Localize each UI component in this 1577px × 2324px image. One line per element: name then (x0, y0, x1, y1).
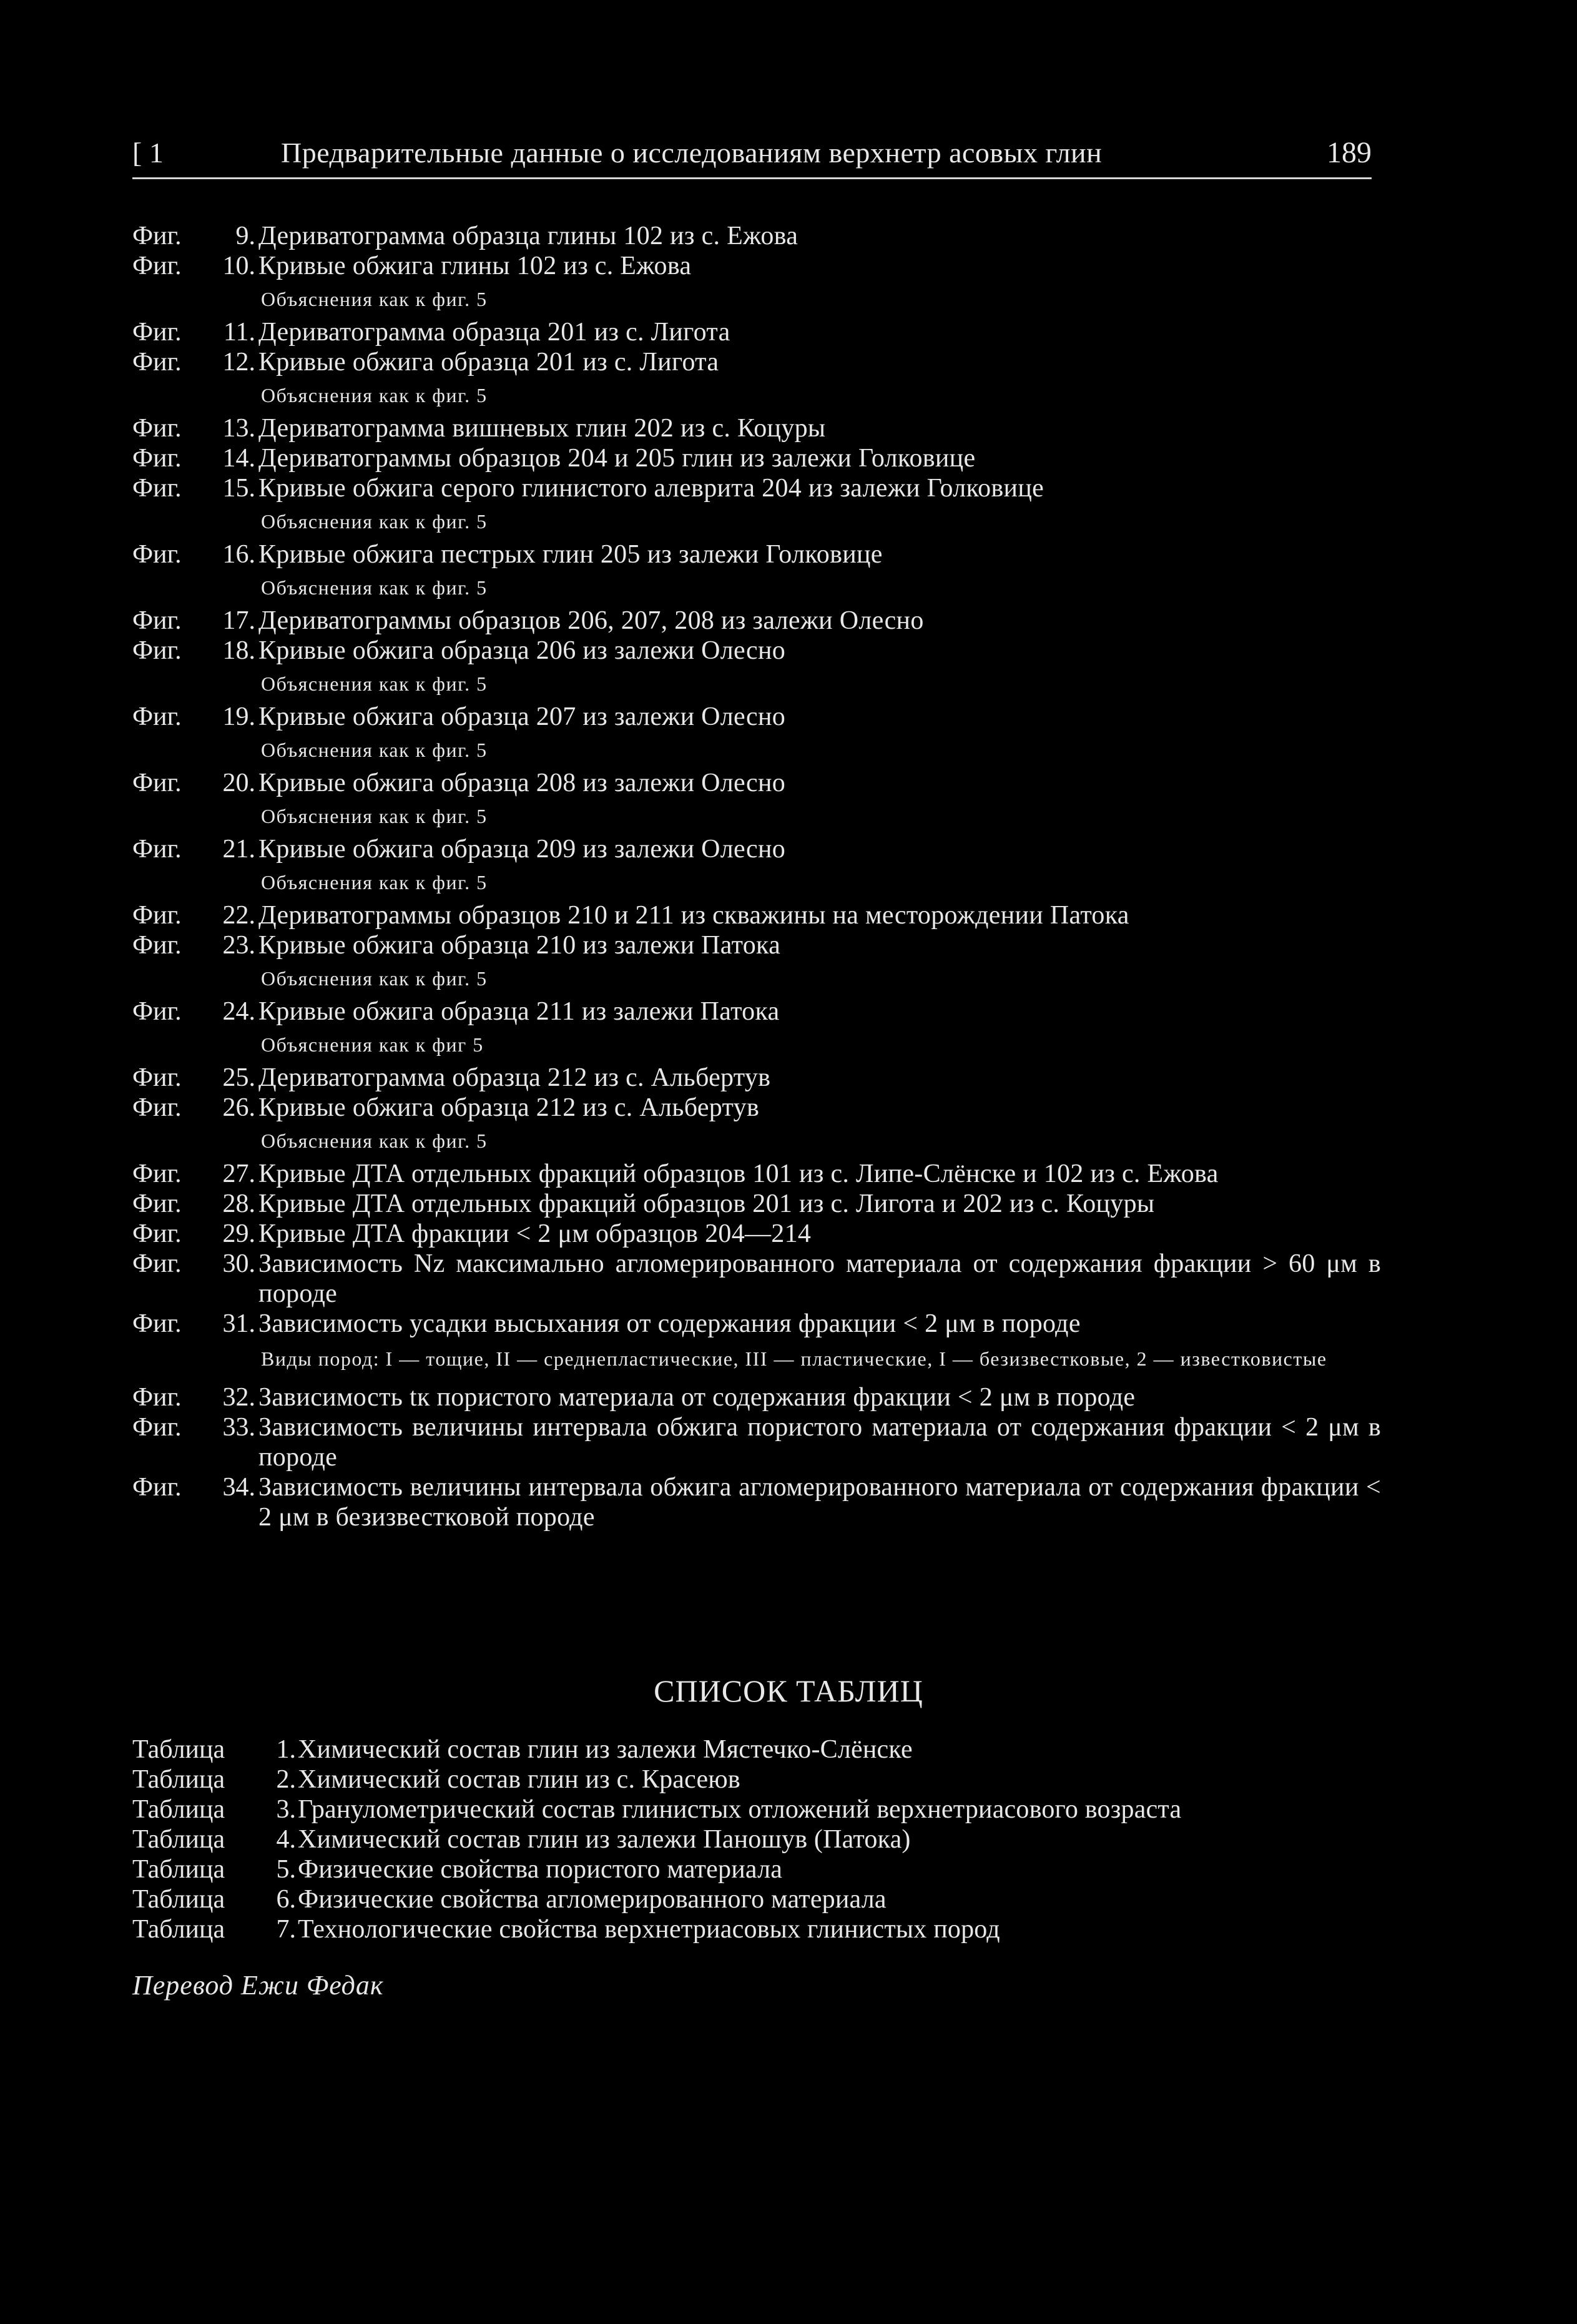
figure-number: 18. (222, 636, 255, 665)
table-title: Гранулометрический состав глинистых отложений верхнетриасового возраста (298, 1795, 1182, 1824)
figure-caption-line (132, 1249, 1381, 1309)
figure-caption-text: Кривые обжига образца 206 из залежи Олесно (258, 636, 786, 665)
figure-number: 25. (222, 1063, 255, 1092)
figure-number: 27. (222, 1160, 255, 1188)
table-list-item (132, 1735, 1381, 1765)
figure-caption (132, 1093, 1381, 1159)
figure-caption (132, 317, 1381, 347)
figure-caption (132, 606, 1381, 636)
figure-caption (132, 702, 1381, 768)
figure-caption-text: Кривые обжига образца 208 из залежи Олесно (258, 769, 786, 797)
figure-number: 14. (222, 444, 255, 473)
table-title: Физические свойства пористого материала (298, 1855, 783, 1884)
figure-number: 19. (222, 702, 255, 731)
figure-caption-text: Кривые ДТА отдельных фракций образцов 201 из с. Лигота и 202 из с. Коцуры (258, 1189, 1155, 1218)
figure-number: 11. (224, 318, 255, 347)
figure-label: Фиг. (132, 1413, 182, 1442)
figure-label: Фиг. (132, 1309, 182, 1338)
figure-caption (132, 1159, 1381, 1189)
figure-caption (132, 636, 1381, 702)
figure-explanation-note: Объяснения как к фиг. 5 (261, 739, 488, 761)
figure-label: Фиг. (132, 702, 182, 731)
figure-explanation-note: Объяснения как к фиг. 5 (261, 288, 488, 310)
figure-explanation-note: Объяснения как к фиг. 5 (261, 871, 488, 894)
figure-number: 10. (222, 252, 255, 280)
figure-label: Фиг. (132, 252, 182, 280)
table-label: Таблица (132, 1735, 225, 1764)
figure-explanation-note: Объяснения как к фиг. 5 (261, 510, 488, 533)
figure-caption-text: Дериватограмма вишневых глин 202 из с. Коцуры (258, 414, 826, 443)
figure-caption-text: Кривые обжига пестрых глин 205 из залежи Голковице (258, 540, 883, 569)
figure-label: Фиг. (132, 997, 182, 1026)
figure-caption-text: Дериватограмма образца глины 102 из с. Ежова (258, 222, 798, 250)
figure-number: 33. (222, 1413, 255, 1442)
figure-number: 31. (222, 1309, 255, 1338)
figure-caption-text: Кривые обжига образца 211 из залежи Патока (258, 997, 780, 1026)
figure-label: Фиг. (132, 1160, 182, 1188)
figure-label: Фиг. (132, 414, 182, 443)
figure-caption-line (132, 1219, 1381, 1249)
figure-explanation-note: Объяснения как к фиг. 5 (261, 672, 488, 695)
figure-caption-text: Кривые обжига глины 102 из с. Ежова (258, 252, 692, 280)
table-label: Таблица (132, 1825, 225, 1854)
figure-explanation-note: Объяснения как к фиг. 5 (261, 1130, 488, 1152)
figure-caption (132, 1309, 1381, 1382)
figure-label: Фиг. (132, 474, 182, 503)
figure-caption-text: Зависимость усадки высыхания от содержания фракции < 2 μм в породе (258, 1309, 1081, 1338)
figure-explanation-note: Объяснения как к фиг. 5 (261, 967, 488, 990)
figure-caption-line (132, 413, 1381, 443)
figure-caption-line (132, 636, 1381, 666)
figure-label: Фиг. (132, 1219, 182, 1248)
figure-number: 23. (222, 931, 255, 960)
figure-caption (132, 768, 1381, 834)
figure-number: 21. (222, 835, 255, 864)
figure-caption (132, 413, 1381, 443)
figure-label: Фиг. (132, 1473, 182, 1502)
figure-caption (132, 251, 1381, 317)
figure-caption (132, 221, 1381, 251)
figure-label: Фиг. (132, 222, 182, 250)
figure-number: 17. (222, 606, 255, 635)
figure-caption-text: Кривые ДТА отдельных фракций образцов 101 из с. Липе-Слёнске и 102 из с. Ежова (258, 1160, 1219, 1188)
figure-caption-text: Дериватограммы образцов 204 и 205 глин из залежи Голковице (258, 444, 976, 473)
figure-label: Фиг. (132, 901, 182, 930)
table-number: 7. (276, 1915, 296, 1944)
figure-caption-line (132, 473, 1381, 503)
table-title: Физические свойства агломерированного материала (298, 1885, 887, 1914)
translator-credit: Перевод Ежи Федак (132, 1970, 384, 2001)
figure-number: 26. (222, 1093, 255, 1122)
figure-caption (132, 1412, 1381, 1472)
figure-label: Фиг. (132, 1093, 182, 1122)
figure-number: 30. (222, 1249, 255, 1278)
figure-number: 29. (222, 1219, 255, 1248)
figure-number: 22. (222, 901, 255, 930)
figure-number: 15. (222, 474, 255, 503)
figure-caption (132, 1472, 1381, 1532)
figure-caption (132, 443, 1381, 473)
table-number: 3. (276, 1795, 296, 1824)
table-list-item (132, 1914, 1381, 1944)
figure-caption (132, 347, 1381, 413)
figure-caption-list (132, 221, 1381, 1532)
running-head (132, 131, 1372, 175)
tables-heading: СПИСОК ТАБЛИЦ (654, 1673, 923, 1708)
figure-label: Фиг. (132, 606, 182, 635)
figure-caption-text: Дериватограмма образца 212 из с. Альбертув (258, 1063, 771, 1092)
figure-caption-line (132, 1472, 1381, 1532)
figure-number: 9. (235, 222, 255, 250)
figure-caption (132, 1189, 1381, 1219)
figure-label: Фиг. (132, 1383, 182, 1412)
figure-caption (132, 1219, 1381, 1249)
figure-caption-text: Кривые обжига образца 207 из залежи Олесно (258, 702, 786, 731)
figure-caption (132, 900, 1381, 930)
figure-caption-text: Зависимость Nz максимально агломерированного материала от содержания фракции > 60 μм в породе (258, 1249, 1381, 1308)
figure-explanation-note: Объяснения как к фиг. 5 (261, 805, 488, 827)
figure-caption-text: Зависимость величины интервала обжига агломерированного материала от содержания фракции < 2 μм в безизвестковой породе (258, 1473, 1381, 1532)
figure-explanation-note: Объяснения как к фиг 5 (261, 1033, 484, 1056)
figure-caption-text: Кривые обжига образца 201 из с. Лигота (258, 348, 719, 377)
table-list-item (132, 1854, 1381, 1884)
figure-caption (132, 1382, 1381, 1412)
figure-caption-text: Кривые ДТА фракции < 2 μм образцов 204—214 (258, 1219, 812, 1248)
figure-explanation-note: Объяснения как к фиг. 5 (261, 576, 488, 599)
figure-caption-line (132, 606, 1381, 636)
figure-caption-line (132, 930, 1381, 960)
figure-label: Фиг. (132, 636, 182, 665)
table-label: Таблица (132, 1765, 225, 1794)
figure-number: 32. (222, 1383, 255, 1412)
table-label: Таблица (132, 1855, 225, 1884)
table-title: Химический состав глин из с. Красеюв (298, 1765, 740, 1794)
running-title: Предварительные данные о исследованиям верхнетр асовых глин (281, 137, 1103, 169)
figure-caption (132, 997, 1381, 1063)
figure-caption (132, 473, 1381, 539)
figure-caption-text: Дериватограммы образцов 210 и 211 из скважины на месторождении Патока (258, 901, 1129, 930)
figure-caption-line (132, 221, 1381, 251)
figure-label: Фиг. (132, 835, 182, 864)
figure-caption-text: Зависимость tк пористого материала от содержания фракции < 2 μм в породе (258, 1383, 1136, 1412)
figure-number: 34. (222, 1473, 255, 1502)
figure-caption-line (132, 768, 1381, 798)
table-list-item (132, 1884, 1381, 1914)
figure-caption-line (132, 997, 1381, 1027)
figure-caption-text: Кривые обжига образца 210 из залежи Патока (258, 931, 781, 960)
table-label: Таблица (132, 1795, 225, 1824)
figure-number: 13. (222, 414, 255, 443)
figure-number: 12. (222, 348, 255, 377)
table-list-item (132, 1765, 1381, 1795)
figure-caption-text: Кривые обжига образца 209 из залежи Олесно (258, 835, 786, 864)
table-number: 1. (276, 1735, 296, 1764)
table-list-item (132, 1795, 1381, 1824)
figure-caption-line (132, 347, 1381, 377)
figure-caption-line (132, 1063, 1381, 1093)
figure-caption-line (132, 539, 1381, 569)
figure-caption-line (132, 317, 1381, 347)
figure-caption (132, 834, 1381, 900)
figure-number: 16. (222, 540, 255, 569)
figure-label: Фиг. (132, 1189, 182, 1218)
table-number: 6. (276, 1885, 296, 1914)
figure-caption-line (132, 1382, 1381, 1412)
figure-label: Фиг. (132, 1063, 182, 1092)
figure-explanation-note: Виды пород: I — тощие, II — среднепластические, III — пластические, I — безизвестковые, 2 — известковистые (261, 1347, 1327, 1370)
figure-label: Фиг. (132, 348, 182, 377)
figure-caption-line (132, 1412, 1381, 1472)
figure-label: Фиг. (132, 1249, 182, 1278)
header-rule (132, 177, 1372, 179)
figure-caption-line (132, 1159, 1381, 1189)
figure-caption-text: Зависимость величины интервала обжига пористого материала от содержания фракции < 2 μм в породе (258, 1413, 1381, 1472)
figure-label: Фиг. (132, 444, 182, 473)
figure-caption-line (132, 251, 1381, 281)
table-label: Таблица (132, 1915, 225, 1944)
figure-label: Фиг. (132, 769, 182, 797)
figure-explanation-note: Объяснения как к фиг. 5 (261, 384, 488, 406)
table-list-item (132, 1824, 1381, 1854)
figure-caption (132, 539, 1381, 606)
table-label: Таблица (132, 1885, 225, 1914)
figure-caption (132, 1063, 1381, 1093)
figure-caption-line (132, 1093, 1381, 1123)
figure-caption-line (132, 1309, 1381, 1339)
figure-caption-text: Дериватограмма образца 201 из с. Лигота (258, 318, 730, 347)
figure-caption-line (132, 900, 1381, 930)
figure-number: 28. (222, 1189, 255, 1218)
table-list (132, 1735, 1381, 1944)
table-number: 2. (276, 1765, 296, 1794)
figure-caption-text: Кривые обжига серого глинистого алеврита 204 из залежи Голковице (258, 474, 1044, 503)
table-title: Химический состав глин из залежи Паношув (Патока) (298, 1825, 911, 1854)
table-number: 5. (276, 1855, 296, 1884)
table-number: 4. (276, 1825, 296, 1854)
figure-caption (132, 1249, 1381, 1309)
figure-caption-text: Кривые обжига образца 212 из с. Альбертув (258, 1093, 760, 1122)
figure-number: 20. (222, 769, 255, 797)
figure-label: Фиг. (132, 540, 182, 569)
figure-caption (132, 930, 1381, 997)
table-title: Химический состав глин из залежи Мястечко-Слёнске (298, 1735, 913, 1764)
figure-caption-text: Дериватограммы образцов 206, 207, 208 из залежи Олесно (258, 606, 924, 635)
figure-caption-line (132, 702, 1381, 732)
figure-caption-line (132, 1189, 1381, 1219)
table-title: Технологические свойства верхнетриасовых глинистых пород (298, 1915, 1000, 1944)
page-number: 189 (1327, 136, 1372, 169)
section-number: [ 1 (132, 137, 164, 169)
figure-label: Фиг. (132, 931, 182, 960)
figure-caption-line (132, 443, 1381, 473)
figure-label: Фиг. (132, 318, 182, 347)
figure-number: 24. (222, 997, 255, 1026)
figure-caption-line (132, 834, 1381, 864)
